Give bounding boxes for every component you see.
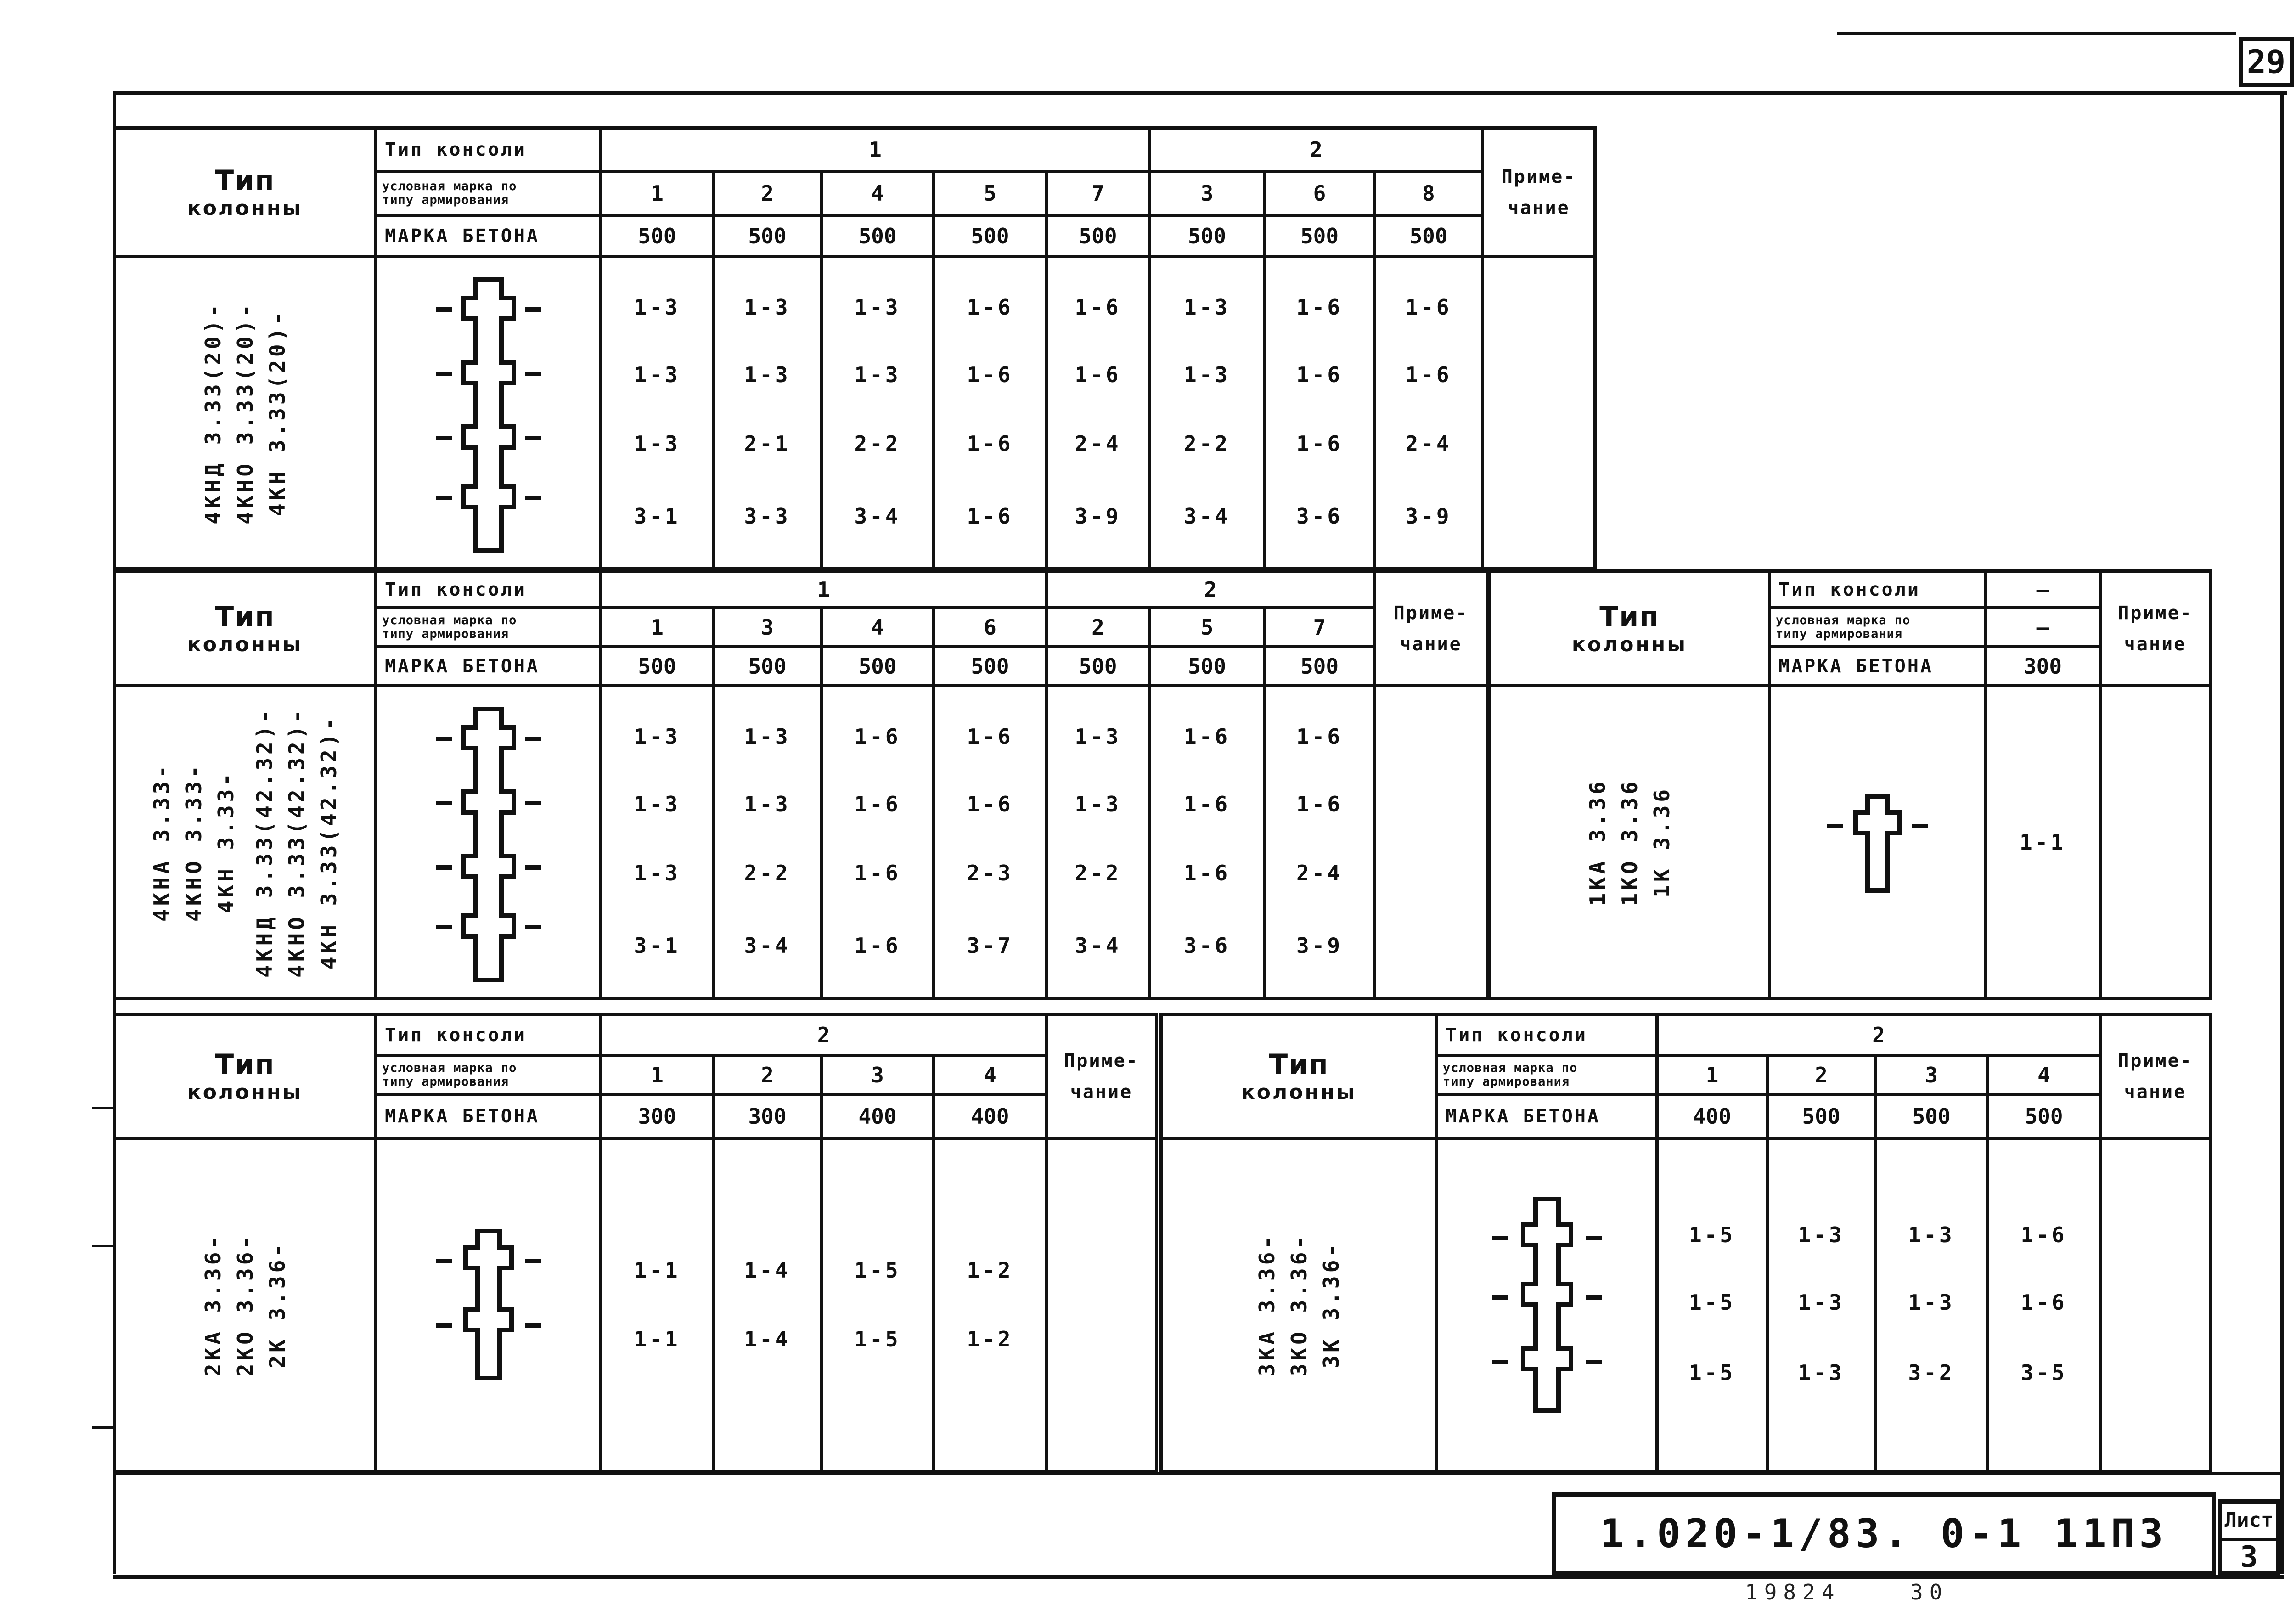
value-cell: 3-7 [967, 933, 1013, 958]
reinforce-mark-label [1437, 1056, 1657, 1095]
column-names-cell [114, 686, 376, 998]
note-word2: чание [2124, 1081, 2187, 1103]
reinforce-mark-line2: типу армирования [382, 627, 509, 641]
reinforce-mark-label [376, 608, 601, 647]
value-cell: 1-6 [967, 792, 1013, 817]
col-type-word2: колонны [187, 1081, 303, 1104]
reinforce-mark-line2: типу армирования [382, 1075, 509, 1089]
values-col [1375, 257, 1483, 569]
console-type-label: Тип консоли [376, 1014, 601, 1056]
value-cell: 3-3 [744, 503, 791, 529]
reinforce-cell: 2 [714, 172, 822, 215]
values-col [1047, 686, 1150, 998]
document-code-stamp: 1.020-1/83. 0-1 11ПЗ [1552, 1492, 2216, 1575]
value-cell: 1-6 [1405, 294, 1452, 320]
console-group-2: 2 [1047, 571, 1375, 608]
table-2k [113, 1013, 1158, 1473]
value-cell: 2-2 [854, 431, 901, 456]
value-cell: 1-1 [1986, 686, 2100, 998]
table-4k-20 [113, 126, 1597, 570]
concrete-cell: 500 [1767, 1095, 1875, 1138]
note-word: Приме- [1393, 602, 1469, 624]
table-4k-42 [113, 569, 1489, 1000]
sheet-value: 3 [2240, 1540, 2258, 1575]
col-type-word: Тип [215, 1048, 275, 1081]
reinforce-mark-line2: типу армирования [382, 193, 509, 207]
value-cell: 1-6 [1183, 792, 1231, 817]
value-cell: 3-4 [744, 933, 791, 958]
values-col [1150, 686, 1265, 998]
column-name: 1КА 3.36 [1585, 778, 1610, 906]
values-col [822, 257, 934, 569]
value-cell: 1-6 [1296, 431, 1343, 456]
value-cell: 3-4 [1183, 503, 1231, 529]
column-names-cell [1490, 686, 1770, 998]
reinforce-cell: 4 [1988, 1056, 2100, 1095]
value-cell: 1-3 [1183, 362, 1231, 387]
value-cell: 2-4 [1296, 861, 1343, 885]
value-cell: 1-3 [634, 431, 681, 456]
concrete-cell: 400 [1657, 1095, 1767, 1138]
value-cell: 1-3 [854, 294, 901, 320]
margin-tick-2 [92, 1245, 115, 1247]
column-name: 1К 3.36 [1649, 786, 1674, 898]
value-cell: 3-6 [1183, 933, 1231, 958]
column-4-console-icon [420, 695, 557, 989]
reinforce-cell: 8 [1375, 172, 1483, 215]
top-short-line [1837, 32, 2236, 35]
values-col [1150, 257, 1265, 569]
concrete-cell: 500 [934, 647, 1047, 686]
column-name: 4КНО 3.33- [181, 762, 206, 922]
note-word: Приме- [1064, 1050, 1139, 1071]
value-cell: 1-6 [854, 792, 901, 817]
concrete-cell: 500 [1265, 215, 1375, 257]
value-cell: 1-3 [1798, 1360, 1845, 1385]
value-cell: 1-2 [967, 1327, 1013, 1352]
value-cell: 1-6 [967, 431, 1013, 456]
note-word: Приме- [2118, 602, 2193, 624]
values-col [934, 1138, 1047, 1471]
column-name: 3КО 3.36- [1286, 1233, 1311, 1377]
col-type-word2: колонны [1571, 633, 1688, 656]
concrete-mark-label: МАРКА БЕТОНА [376, 1095, 601, 1138]
note-cell [1375, 686, 1487, 998]
value-cell: 1-6 [1183, 724, 1231, 749]
value-cell: 1-5 [854, 1327, 901, 1352]
value-cell: 1-3 [634, 792, 681, 817]
value-cell: 1-6 [1296, 294, 1343, 320]
reinforce-mark-label [376, 1056, 601, 1095]
page-number: 29 [2239, 37, 2294, 87]
concrete-cell: 400 [822, 1095, 934, 1138]
value-cell: 3-4 [854, 503, 901, 529]
reinforce-cell: 1 [601, 608, 714, 647]
values-col [934, 686, 1047, 998]
value-cell: 2-2 [1183, 431, 1231, 456]
margin-tick-1 [92, 1107, 115, 1109]
column-names-cell [1161, 1138, 1437, 1471]
bottom-frame-line [113, 1575, 2284, 1579]
value-cell: 1-6 [967, 503, 1013, 529]
value-cell: 1-1 [634, 1258, 681, 1283]
column-3-console-icon [1478, 1190, 1616, 1419]
col-type-word: Тип [215, 601, 275, 633]
concrete-cell: 500 [1150, 215, 1265, 257]
column-silhouette-cell [1770, 686, 1986, 998]
value-cell: 1-3 [744, 724, 791, 749]
column-name: 4КНД 3.33(42.32)- [252, 706, 277, 978]
console-group: — [1986, 571, 2100, 608]
reinforce-mark-line2: типу армирования [1443, 1075, 1570, 1089]
reinforce-mark-line1: условная марка по [382, 1061, 517, 1075]
column-silhouette-cell [376, 686, 601, 998]
note-header [2100, 571, 2211, 686]
value-cell: 2-2 [1075, 861, 1121, 885]
concrete-cell: 500 [1047, 647, 1150, 686]
reinforce-cell: 6 [1265, 172, 1375, 215]
reinforce-cell: 7 [1265, 608, 1375, 647]
concrete-cell: 500 [714, 647, 822, 686]
column-name: 4КНД 3.33(20)- [200, 301, 225, 524]
value-cell: 2-4 [1075, 431, 1121, 456]
column-name: 4КНО 3.33(20)- [232, 301, 258, 524]
reinforce-cell: 5 [1150, 608, 1265, 647]
values-col [601, 686, 714, 998]
reinforce-cell: 6 [934, 608, 1047, 647]
reinforce-cell: 1 [601, 172, 714, 215]
values-col [1988, 1138, 2100, 1471]
value-cell: 1-6 [2020, 1290, 2067, 1315]
value-cell: 1-3 [1908, 1222, 1955, 1247]
values-col [1265, 686, 1375, 998]
reinforce-cell: 1 [1657, 1056, 1767, 1095]
reinforce-cell: 2 [1767, 1056, 1875, 1095]
value-cell: 1-3 [634, 294, 681, 320]
reinforce-cell: 4 [822, 608, 934, 647]
values-col [934, 257, 1047, 569]
value-cell: 1-3 [744, 362, 791, 387]
column-names-cell [114, 257, 376, 569]
col-type-word2: колонны [1241, 1081, 1357, 1104]
reinforce-mark-line2: типу армирования [1776, 627, 1903, 641]
col-type-header [1490, 571, 1770, 686]
value-cell: 2-2 [744, 861, 791, 885]
sheet-label: Лист [2222, 1504, 2276, 1541]
col-type-header [114, 1014, 376, 1138]
value-cell: 1-2 [967, 1258, 1013, 1283]
value-cell: 1-4 [744, 1327, 791, 1352]
value-cell: 1-3 [744, 294, 791, 320]
value-cell: 1-3 [634, 861, 681, 885]
reinforce-cell: 7 [1047, 172, 1150, 215]
column-name: 2КА 3.36- [200, 1233, 225, 1377]
concrete-cell: 500 [1047, 215, 1150, 257]
col-type-word: Тип [215, 164, 275, 197]
values-col [714, 257, 822, 569]
concrete-cell: 500 [1375, 215, 1483, 257]
reinforce-mark-label [1770, 608, 1986, 647]
reinforce-cell: 3 [714, 608, 822, 647]
note-header [1047, 1014, 1157, 1138]
console-type-label: Тип консоли [1770, 571, 1986, 608]
console-group-1: 1 [601, 571, 1047, 608]
concrete-cell: 500 [601, 647, 714, 686]
concrete-cell: 500 [1875, 1095, 1988, 1138]
note-word2: чание [2124, 633, 2187, 655]
column-name: 4КН 3.33(20)- [264, 309, 290, 516]
column-4-console-icon [420, 266, 557, 560]
concrete-cell: 500 [822, 647, 934, 686]
value-cell: 1-3 [1075, 724, 1121, 749]
note-word: Приме- [2118, 1050, 2193, 1071]
values-col [822, 686, 934, 998]
concrete-cell: 300 [601, 1095, 714, 1138]
margin-tick-3 [92, 1426, 115, 1429]
reinforce-cell: 2 [1047, 608, 1150, 647]
col-type-word: Тип [1269, 1048, 1329, 1081]
value-cell: 1-3 [1183, 294, 1231, 320]
value-cell: 1-6 [1296, 724, 1343, 749]
value-cell: 1-3 [634, 724, 681, 749]
value-cell: 1-6 [1075, 362, 1121, 387]
value-cell: 1-3 [1798, 1222, 1845, 1247]
value-cell: 1-3 [854, 362, 901, 387]
value-cell: 1-1 [634, 1327, 681, 1352]
reinforce-mark-line1: условная марка по [382, 179, 517, 193]
value-cell: 1-6 [1296, 792, 1343, 817]
value-cell: 1-5 [1688, 1222, 1736, 1247]
values-col [714, 686, 822, 998]
value-cell: 1-6 [1405, 362, 1452, 387]
value-cell: 1-6 [2020, 1222, 2067, 1247]
console-group-2: 2 [601, 1014, 1047, 1056]
value-cell: 3-4 [1075, 933, 1121, 958]
reinforce-cell: 2 [714, 1056, 822, 1095]
note-word2: чание [1070, 1081, 1133, 1103]
sheet-number-box [2218, 1499, 2280, 1575]
note-cell [1483, 257, 1595, 569]
value-cell: 3-2 [1908, 1360, 1955, 1385]
copy-number: 30 [1910, 1580, 1949, 1605]
column-names-cell [114, 1138, 376, 1471]
value-cell: 1-3 [1798, 1290, 1845, 1315]
console-type-label: Тип консоли [376, 571, 601, 608]
values-col [1875, 1138, 1988, 1471]
note-header [1375, 571, 1487, 686]
column-name: 3КА 3.36- [1254, 1233, 1279, 1377]
console-type-label: Тип консоли [1437, 1014, 1657, 1056]
value-cell: 1-5 [854, 1258, 901, 1283]
concrete-mark-label: МАРКА БЕТОНА [1437, 1095, 1657, 1138]
column-2-console-icon [424, 1222, 553, 1387]
reinforce-mark-line1: условная марка по [1443, 1061, 1578, 1075]
reinforce-mark-line1: условная марка по [382, 613, 517, 627]
values-col [1657, 1138, 1767, 1471]
table-1k [1488, 569, 2212, 1000]
values-col [601, 257, 714, 569]
concrete-cell: 400 [934, 1095, 1047, 1138]
concrete-cell: 500 [601, 215, 714, 257]
column-silhouette-cell [376, 257, 601, 569]
concrete-cell: 300 [1986, 647, 2100, 686]
value-cell: 1-3 [744, 792, 791, 817]
values-col [601, 1138, 714, 1471]
value-cell: 1-6 [854, 861, 901, 885]
concrete-cell: 500 [1265, 647, 1375, 686]
concrete-cell: 500 [714, 215, 822, 257]
column-name: 2К 3.36- [264, 1241, 290, 1369]
concrete-cell: 300 [714, 1095, 822, 1138]
reinforce-cell: 3 [1150, 172, 1265, 215]
concrete-cell: 500 [1150, 647, 1265, 686]
reinforce-cell: 5 [934, 172, 1047, 215]
note-header [2100, 1014, 2211, 1138]
console-group-2: 2 [1657, 1014, 2100, 1056]
value-cell: 3-9 [1075, 503, 1121, 529]
reinforce-mark-label [376, 172, 601, 215]
value-cell: 1-6 [1183, 861, 1231, 885]
value-cell: 3-9 [1405, 503, 1452, 529]
column-name: 4КНО 3.33(42.32)- [284, 706, 309, 978]
value-cell: 1-3 [1908, 1290, 1955, 1315]
col-type-header [114, 571, 376, 686]
value-cell: 1-6 [854, 933, 901, 958]
note-word: Приме- [1501, 166, 1576, 187]
column-silhouette-cell [1437, 1138, 1657, 1471]
archive-number: 19824 [1745, 1580, 1841, 1605]
col-type-header [114, 128, 376, 257]
values-col [1047, 257, 1150, 569]
top-frame-line [113, 91, 2287, 95]
console-group-1: 1 [601, 128, 1150, 172]
console-group-2: 2 [1150, 128, 1483, 172]
column-silhouette-cell [376, 1138, 601, 1471]
concrete-cell: 500 [1988, 1095, 2100, 1138]
value-cell: 1-3 [634, 362, 681, 387]
note-header [1483, 128, 1595, 257]
value-cell: 1-6 [1296, 362, 1343, 387]
reinforce-cell: 1 [601, 1056, 714, 1095]
value-cell: 3-9 [1296, 933, 1343, 958]
column-name: 2КО 3.36- [232, 1233, 258, 1377]
col-type-word2: колонны [187, 197, 303, 220]
values-col [1767, 1138, 1875, 1471]
reinforce-cell: 3 [822, 1056, 934, 1095]
concrete-mark-label: МАРКА БЕТОНА [376, 215, 601, 257]
note-cell [2100, 1138, 2211, 1471]
note-cell [1047, 1138, 1157, 1471]
value-cell: 2-3 [967, 861, 1013, 885]
value-cell: 2-1 [744, 431, 791, 456]
value-cell: 1-6 [854, 724, 901, 749]
value-cell: 3-1 [634, 933, 681, 958]
value-cell: 1-6 [967, 294, 1013, 320]
concrete-mark-label: МАРКА БЕТОНА [1770, 647, 1986, 686]
column-name: 4КН 3.33(42.32)- [316, 714, 341, 970]
value-cell: 3-6 [1296, 503, 1343, 529]
table-3k [1159, 1013, 2212, 1473]
reinforce-mark-line1: условная марка по [1776, 613, 1911, 627]
reinforce-cell: 3 [1875, 1056, 1988, 1095]
reinforce-cell: 4 [822, 172, 934, 215]
column-1-console-icon [1818, 787, 1937, 897]
concrete-cell: 500 [822, 215, 934, 257]
note-word2: чание [1508, 197, 1570, 219]
values-col [1265, 257, 1375, 569]
value-cell: 2-4 [1405, 431, 1452, 456]
reinforce-cell: 4 [934, 1056, 1047, 1095]
console-type-label: Тип консоли [376, 128, 601, 172]
col-type-header [1161, 1014, 1437, 1138]
values-col [714, 1138, 822, 1471]
column-name: 4КНА 3.33- [149, 762, 174, 922]
value-cell: 1-5 [1688, 1360, 1736, 1385]
value-cell: 1-4 [744, 1258, 791, 1283]
reinforce-cell: — [1986, 608, 2100, 647]
concrete-mark-label: МАРКА БЕТОНА [376, 647, 601, 686]
values-col [822, 1138, 934, 1471]
value-cell: 1-5 [1688, 1290, 1736, 1315]
value-cell: 3-1 [634, 503, 681, 529]
column-name: 1КО 3.36 [1617, 778, 1642, 906]
right-frame-line [2280, 91, 2284, 1574]
col-type-word: Тип [1599, 601, 1660, 633]
note-word2: чание [1400, 633, 1462, 655]
value-cell: 1-6 [1075, 294, 1121, 320]
col-type-word2: колонны [187, 633, 303, 656]
column-name: 4КН 3.33- [213, 770, 238, 914]
concrete-cell: 500 [934, 215, 1047, 257]
value-cell: 1-6 [967, 724, 1013, 749]
column-name: 3К 3.36- [1318, 1241, 1344, 1369]
value-cell: 3-5 [2020, 1360, 2067, 1385]
note-cell [2100, 686, 2211, 998]
value-cell: 1-6 [967, 362, 1013, 387]
value-cell: 1-3 [1075, 792, 1121, 817]
